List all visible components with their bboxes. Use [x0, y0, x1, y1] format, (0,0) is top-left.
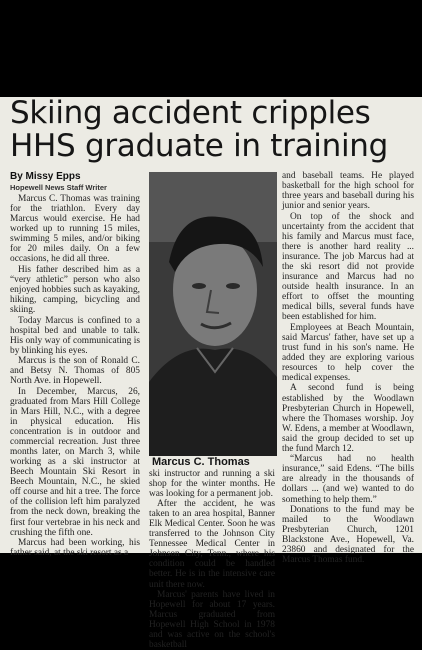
photo-caption: Marcus C. Thomas — [152, 456, 250, 468]
newspaper-clipping — [0, 95, 422, 650]
paragraph: His father described him as a “very athletic” person who also enjoyed hobbies such as kayaking, hiking, camping, bicycling and skiing. — [10, 264, 140, 316]
article-column-1 — [10, 171, 140, 558]
headline-line-1: Skiing accident cripples — [10, 95, 371, 131]
paragraph: In December, Marcus, 26, graduated from Mars Hill College in Mars Hill, N.C., with a degree in physical education. His concentration is in outdoor and commercial recreation. Just three months later, on March 3, while working as a ski instructor at Beech Mountain Ski Resort in Beech Mountain, N.C., he skied off course and hit a tree. The force of the collision left him paralyzed from the neck down, breaking the first four vertebrae in his neck and crushing the fifth one. — [10, 386, 140, 538]
article-column-3 — [282, 171, 414, 565]
paragraph: Marcus had been working, his father said, at the ski resort as a — [10, 538, 140, 559]
paragraph: Marcus C. Thomas was training for the triathlon. Every day Marcus would exercise. He had worked up to running 15 miles, swimming 5 miles, and/or biking for 20 miles daily. On a few occasions, he did all three. — [10, 194, 140, 265]
headline-line-2: HHS graduate in training — [10, 128, 388, 164]
article-column-2 — [149, 469, 275, 650]
paragraph: Donations to the fund may be mailed to the Woodlawn Presbyterian Church, 1201 Blackstone Ave., Hopewell, Va. 23860 and designated for the Marcus Thomas fund. — [282, 505, 414, 566]
paragraph: Today Marcus is confined to a hospital bed and unable to talk. His only way of communicating is by blinking his eyes. — [10, 315, 140, 356]
paragraph: Employees at Beach Mountain, said Marcus' father, have set up a trust fund in his son's name. He added they are exploring various resources to help cover the medical expenses. — [282, 322, 414, 383]
portrait-image — [149, 172, 277, 456]
paragraph: Marcus is the son of Ronald C. and Betsy N. Thomas of 805 North Ave. in Hopewell. — [10, 356, 140, 387]
paragraph: A second fund is being established by the Woodlawn Presbyterian Church in Hopewell, where the Thomases worship. Joy W. Edens, a member at Woodlawn, said the group decided to set up the fund March 12. — [282, 383, 414, 454]
byline-org: Hopewell News Staff Writer — [10, 183, 107, 192]
byline-name: By Missy Epps — [10, 171, 81, 182]
paragraph: Marcus' parents have lived in Hopewell for about 17 years. Marcus graduated from Hopewell High School in 1978 and was active on the school's basketball — [149, 589, 275, 650]
paragraph: ski instructor and running a ski shop for the winter months. He was looking for a permanent job. — [149, 469, 275, 500]
paragraph: and baseball teams. He played basketball for the high school for three years and baseball during his junior and senior years. — [282, 171, 414, 212]
headline — [10, 97, 414, 163]
portrait-photo — [149, 172, 277, 456]
paragraph: After the accident, he was taken to an area hospital, Banner Elk Medical Center. Soon he was transferred to the Johnson City Tennessee Medical Center in Johnson City, Tenn., where his condition could be handled better. He is in the intensive care unit there now. — [149, 499, 275, 590]
paragraph: “Marcus had no health insurance,” said Edens. “The bills are already in the thousands of dollars ... (and we) wanted to do something to help them.” — [282, 454, 414, 505]
paragraph: On top of the shock and uncertainty from the accident that his family and Marcus must face, there is another hard reality ... insurance. The job Marcus had at the ski resort did not provide insurance and Marcus had no outside health insurance. In an effort to offset the mounting medical bills, several funds have been established for him. — [282, 211, 414, 323]
